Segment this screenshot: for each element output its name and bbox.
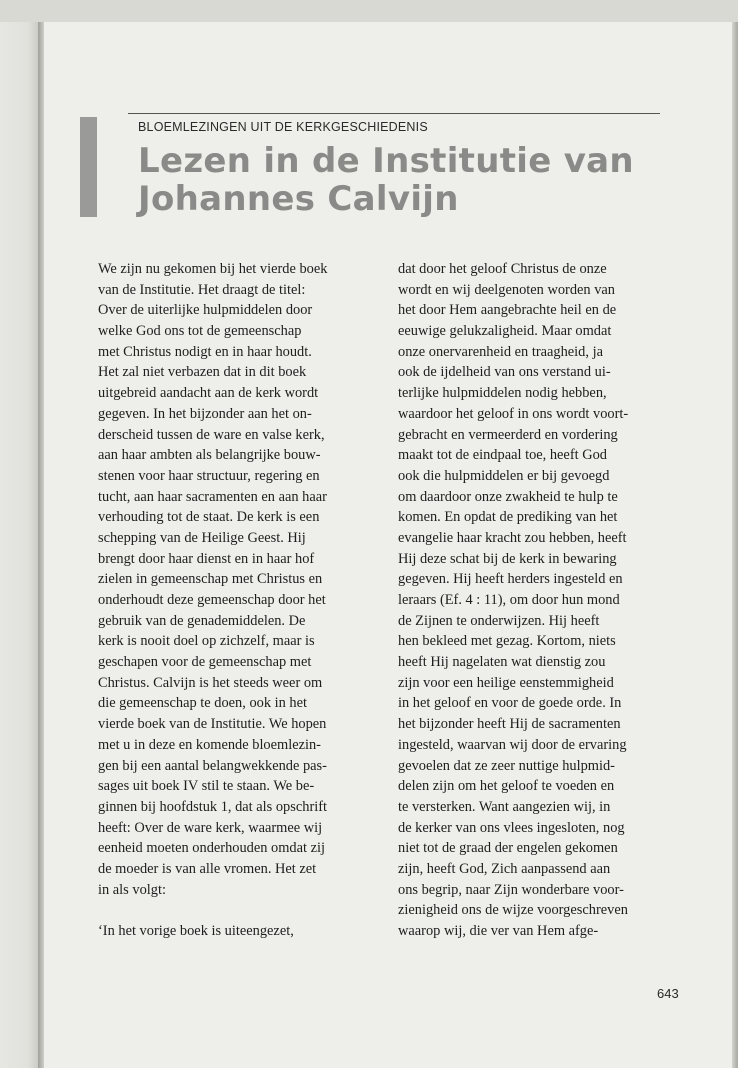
text-line: de moeder is van alle vromen. Het zet [98, 860, 317, 877]
page-number: 643 [657, 986, 679, 1001]
text-line: de Zijnen te onderwijzen. Hij heeft [398, 612, 600, 629]
text-line: wordt en wij deelgenoten worden van [398, 281, 615, 298]
text-line: Het zal niet verbazen dat in dit boek [98, 364, 307, 381]
text-line: eenheid moeten onderhouden omdat zij [98, 840, 325, 857]
text-line: die gemeenschap te doen, ook in het [98, 695, 307, 712]
text-line: zijn voor een heilige eenstemmigheid [398, 674, 614, 691]
facing-page-edge [0, 22, 40, 1068]
text-line: welke God ons tot de gemeenschap [98, 323, 302, 340]
text-line: delen zijn om het geloof te voeden en [398, 778, 615, 795]
text-line: ingesteld, waarvan wij door de ervaring [398, 736, 627, 753]
text-line: leraars (Ef. 4 : 11), om door hun mond [398, 592, 620, 608]
text-line: in het geloof en voor de goede orde. In [398, 695, 622, 712]
text-line: van de Institutie. Het draagt de titel: [98, 281, 306, 298]
text-line: gebracht en vermeerderd en vordering [398, 426, 618, 443]
title-line-1: Lezen in de Institutie van [138, 141, 634, 181]
text-line: waarop wij, die ver van Hem afge- [398, 923, 599, 939]
header-rule [128, 113, 660, 114]
text-line: aan haar ambten als belangrijke bouw- [98, 447, 321, 464]
text-line: het door Hem aangebrachte heil en de [398, 302, 617, 319]
text-line: de kerker van ons vlees ingesloten, nog [398, 819, 625, 836]
text-line: derscheid tussen de ware en valse kerk, [98, 426, 325, 443]
book-gutter [38, 22, 44, 1068]
text-line: komen. En opdat de prediking van het [398, 509, 618, 526]
text-line: brengt door haar dienst en in haar hof [98, 550, 315, 567]
title-line-2: Johannes Calvijn [138, 179, 459, 219]
text-line: eeuwige gelukzaligheid. Maar omdat [398, 323, 612, 340]
text-line: dat door het geloof Christus de onze [398, 261, 607, 277]
page-edge-shadow [732, 22, 738, 1068]
quote-start-line: ‘In het vorige boek is uiteengezet, [98, 923, 294, 939]
text-line: gebruik van de genademiddelen. De [98, 612, 306, 629]
text-line: gegeven. Hij heeft herders ingesteld en [398, 571, 623, 588]
text-line: ook die hulpmiddelen er bij gevoegd [398, 467, 610, 484]
text-line: verhouding tot de staat. De kerk is een [98, 509, 320, 526]
text-line: ons begrip, naar Zijn wonderbare voor- [398, 881, 624, 898]
text-line: gegeven. In het bijzonder aan het on- [98, 405, 312, 422]
text-line: ook de ijdelheid van ons verstand ui- [398, 364, 611, 381]
text-line: ginnen bij hoofdstuk 1, dat als opschrift [98, 798, 328, 815]
text-line: stenen voor haar structuur, regering en [98, 467, 320, 484]
text-line: waardoor het geloof in ons wordt voort- [398, 405, 629, 422]
text-line: heeft Hij nagelaten wat dienstig zou [398, 654, 606, 671]
text-line: evangelie haar kracht zou hebben, heeft [398, 529, 627, 546]
text-line: zijn, heeft God, Zich aanpassend aan [398, 860, 611, 877]
section-overline: BLOEMLEZINGEN UIT DE KERKGESCHIEDENIS [138, 120, 428, 134]
text-line: om daardoor onze zwakheid te hulp te [398, 488, 618, 505]
text-line: onze onervarenheid en traagheid, ja [398, 343, 603, 360]
title-accent-bar [80, 117, 97, 217]
text-line: tucht, aan haar sacramenten en aan haar [98, 488, 327, 505]
text-line: Over de uiterlijke hulpmiddelen door [98, 302, 313, 319]
text-line: zielen in gemeenschap met Christus en [98, 571, 323, 588]
text-line: hen bekleed met gezag. Kortom, niets [398, 633, 616, 650]
text-line: met u in deze en komende bloemlezin- [98, 736, 321, 753]
text-line: gen bij een aantal belangwekkende pas- [98, 757, 327, 774]
text-line: met Christus nodigt en in haar houdt. [98, 343, 312, 360]
text-line: zienigheid ons de wijze voorgeschreven [398, 902, 628, 919]
text-line: het bijzonder heeft Hij de sacramenten [398, 716, 621, 733]
text-line: schepping van de Heilige Geest. Hij [98, 529, 306, 546]
article-title [138, 142, 678, 218]
text-line: heeft: Over de ware kerk, waarmee wij [98, 819, 323, 836]
right-text-column [398, 259, 678, 942]
text-line: gevoelen dat ze zeer nuttige hulpmid- [398, 757, 615, 774]
text-line: maakt tot de eindpaal toe, heeft God [398, 447, 607, 464]
text-line: onderhoudt deze gemeenschap door het [98, 592, 326, 608]
text-line: te versterken. Want aangezien wij, in [398, 798, 611, 815]
text-line: in als volgt: [98, 881, 166, 898]
text-line: Christus. Calvijn is het steeds weer om [98, 674, 323, 691]
text-line: terlijke hulpmiddelen nodig hebben, [398, 385, 607, 402]
text-line: We zijn nu gekomen bij het vierde boek [98, 261, 328, 277]
text-line: geschapen voor de gemeenschap met [98, 654, 312, 671]
text-line: vierde boek van de Institutie. We hopen [98, 716, 327, 733]
text-line: niet tot de graad der engelen gekomen [398, 840, 618, 857]
text-line: uitgebreid aandacht aan de kerk wordt [98, 385, 319, 402]
paragraph-gap [98, 900, 368, 921]
text-line: kerk is nooit doel op zichzelf, maar is [98, 633, 315, 650]
text-line: sages uit boek IV stil te staan. We be- [98, 778, 315, 795]
left-text-column [98, 259, 368, 942]
text-line: Hij deze schat bij de kerk in bewaring [398, 550, 617, 567]
